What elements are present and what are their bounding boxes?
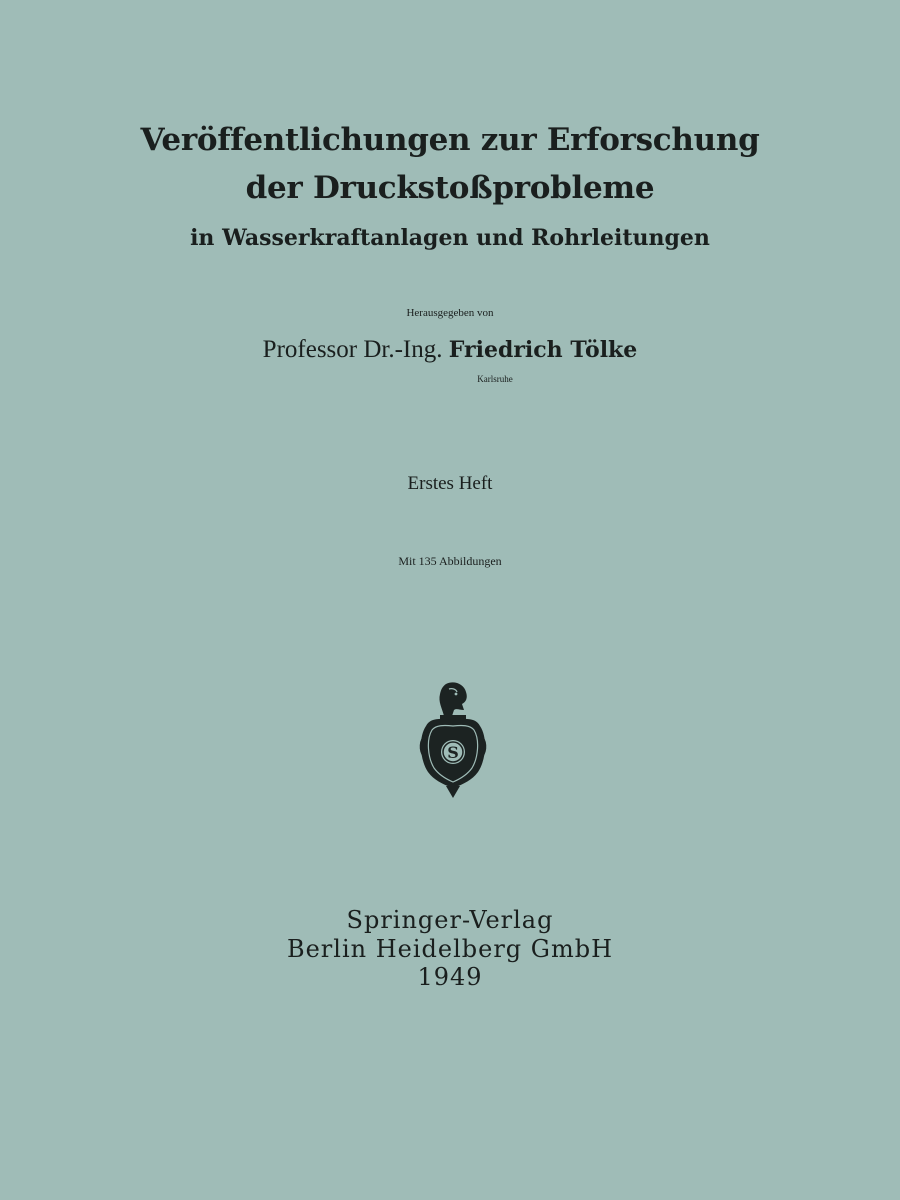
subtitle: in Wasserkraftanlagen und Rohrleitungen xyxy=(190,225,710,251)
title-line-1: Veröffentlichungen zur Erforschung xyxy=(140,122,760,158)
title-line-2: der Druckstoßprobleme xyxy=(245,170,655,206)
illustrations-note: Mit 135 Abbildungen xyxy=(398,554,502,568)
editor-line xyxy=(0,336,900,364)
publication-year: 1949 xyxy=(417,963,483,991)
volume-label: Erstes Heft xyxy=(407,473,493,494)
publisher-name: Springer-Verlag xyxy=(346,906,554,934)
editor-place: Karlsruhe xyxy=(477,374,513,384)
springer-chess-knight-logo-icon xyxy=(416,680,490,802)
editor-intro: Herausgegeben von xyxy=(406,307,494,319)
editor-prefix: Professor Dr.-Ing. xyxy=(262,336,443,363)
publisher-place: Berlin Heidelberg GmbH xyxy=(286,935,614,963)
editor-name: Friedrich Tölke xyxy=(448,337,638,363)
logo-letter: S xyxy=(447,743,459,762)
